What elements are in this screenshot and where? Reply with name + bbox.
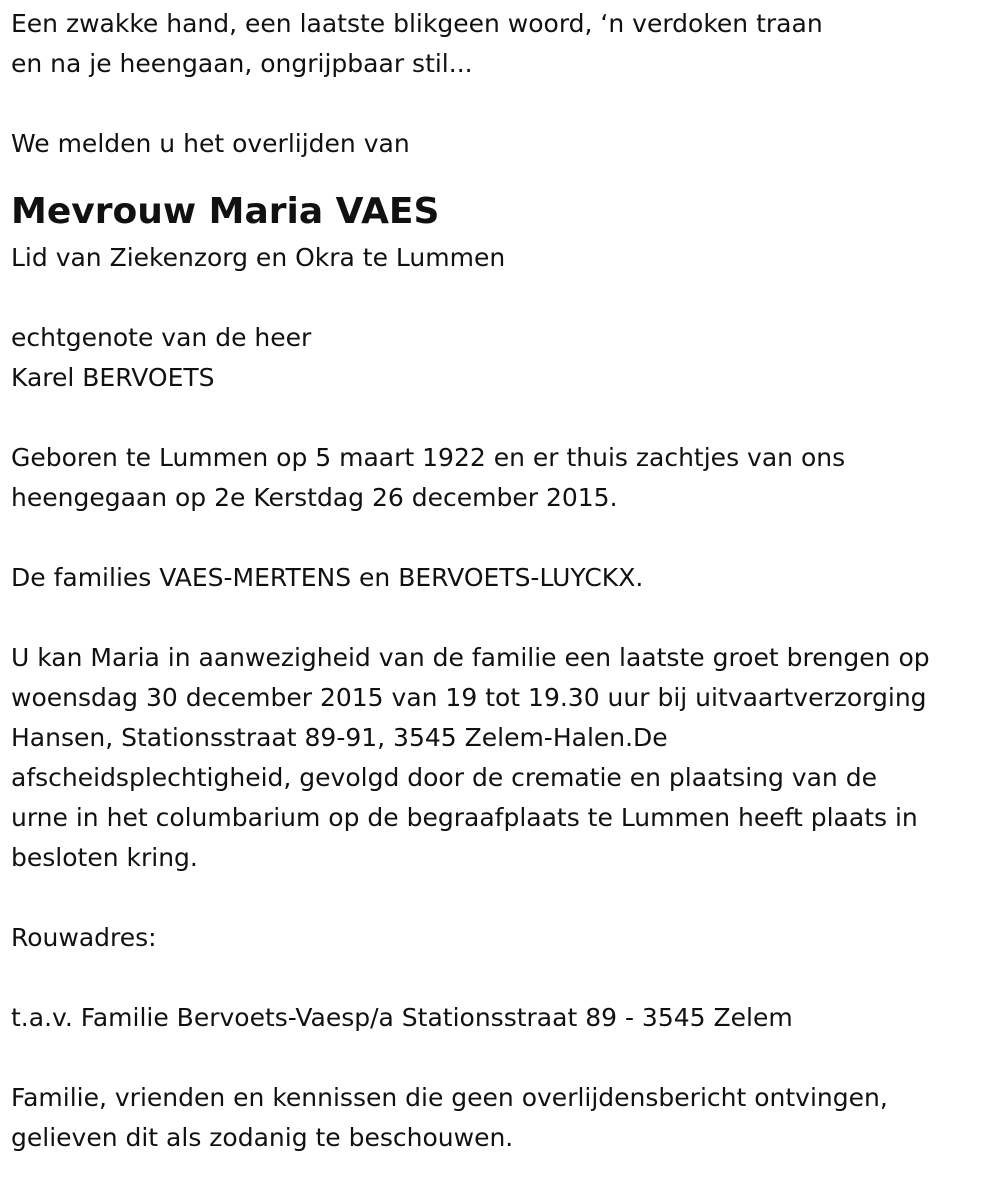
farewell-line-5: urne in het columbarium op de begraafplaats te Lummen heeft plaats in bbox=[11, 803, 918, 832]
farewell-section bbox=[11, 638, 996, 878]
life-section bbox=[11, 438, 996, 518]
spouse-name: Karel BERVOETS bbox=[11, 363, 215, 392]
poem-line-1: Een zwakke hand, een laatste blikgeen woord, ‘n verdoken traan bbox=[11, 9, 823, 38]
life-line-1: Geboren te Lummen op 5 maart 1922 en er thuis zachtjes van ons bbox=[11, 443, 846, 472]
deceased-name: Mevrouw Maria VAES bbox=[11, 191, 440, 232]
spouse-relation: echtgenote van de heer bbox=[11, 323, 312, 352]
farewell-line-2: woensdag 30 december 2015 van 19 tot 19.30 uur bij uitvaartverzorging bbox=[11, 683, 927, 712]
announcement-text: We melden u het overlijden van bbox=[11, 129, 410, 158]
life-line-2: heengegaan op 2e Kerstdag 26 december 2015. bbox=[11, 483, 618, 512]
mourning-address-label: Rouwadres: bbox=[11, 923, 157, 952]
poem-line-2: en na je heengaan, ongrijpbaar stil... bbox=[11, 49, 473, 78]
mourning-address: t.a.v. Familie Bervoets-Vaesp/a Stationsstraat 89 - 3545 Zelem bbox=[11, 1003, 793, 1032]
closing-section bbox=[11, 1078, 996, 1158]
poem bbox=[11, 4, 996, 84]
farewell-line-4: afscheidsplechtigheid, gevolgd door de crematie en plaatsing van de bbox=[11, 763, 877, 792]
closing-line-1: Familie, vrienden en kennissen die geen overlijdensbericht ontvingen, bbox=[11, 1083, 888, 1112]
farewell-line-6: besloten kring. bbox=[11, 843, 198, 872]
deceased-membership: Lid van Ziekenzorg en Okra te Lummen bbox=[11, 243, 506, 272]
farewell-line-1: U kan Maria in aanwezigheid van de familie een laatste groet brengen op bbox=[11, 643, 930, 672]
closing-line-2: gelieven dit als zodanig te beschouwen. bbox=[11, 1123, 514, 1152]
farewell-line-3: Hansen, Stationsstraat 89-91, 3545 Zelem-Halen.De bbox=[11, 723, 668, 752]
obituary-notice bbox=[11, 4, 996, 1158]
spouse-section bbox=[11, 318, 996, 398]
families-text: De families VAES-MERTENS en BERVOETS-LUYCKX. bbox=[11, 563, 644, 592]
